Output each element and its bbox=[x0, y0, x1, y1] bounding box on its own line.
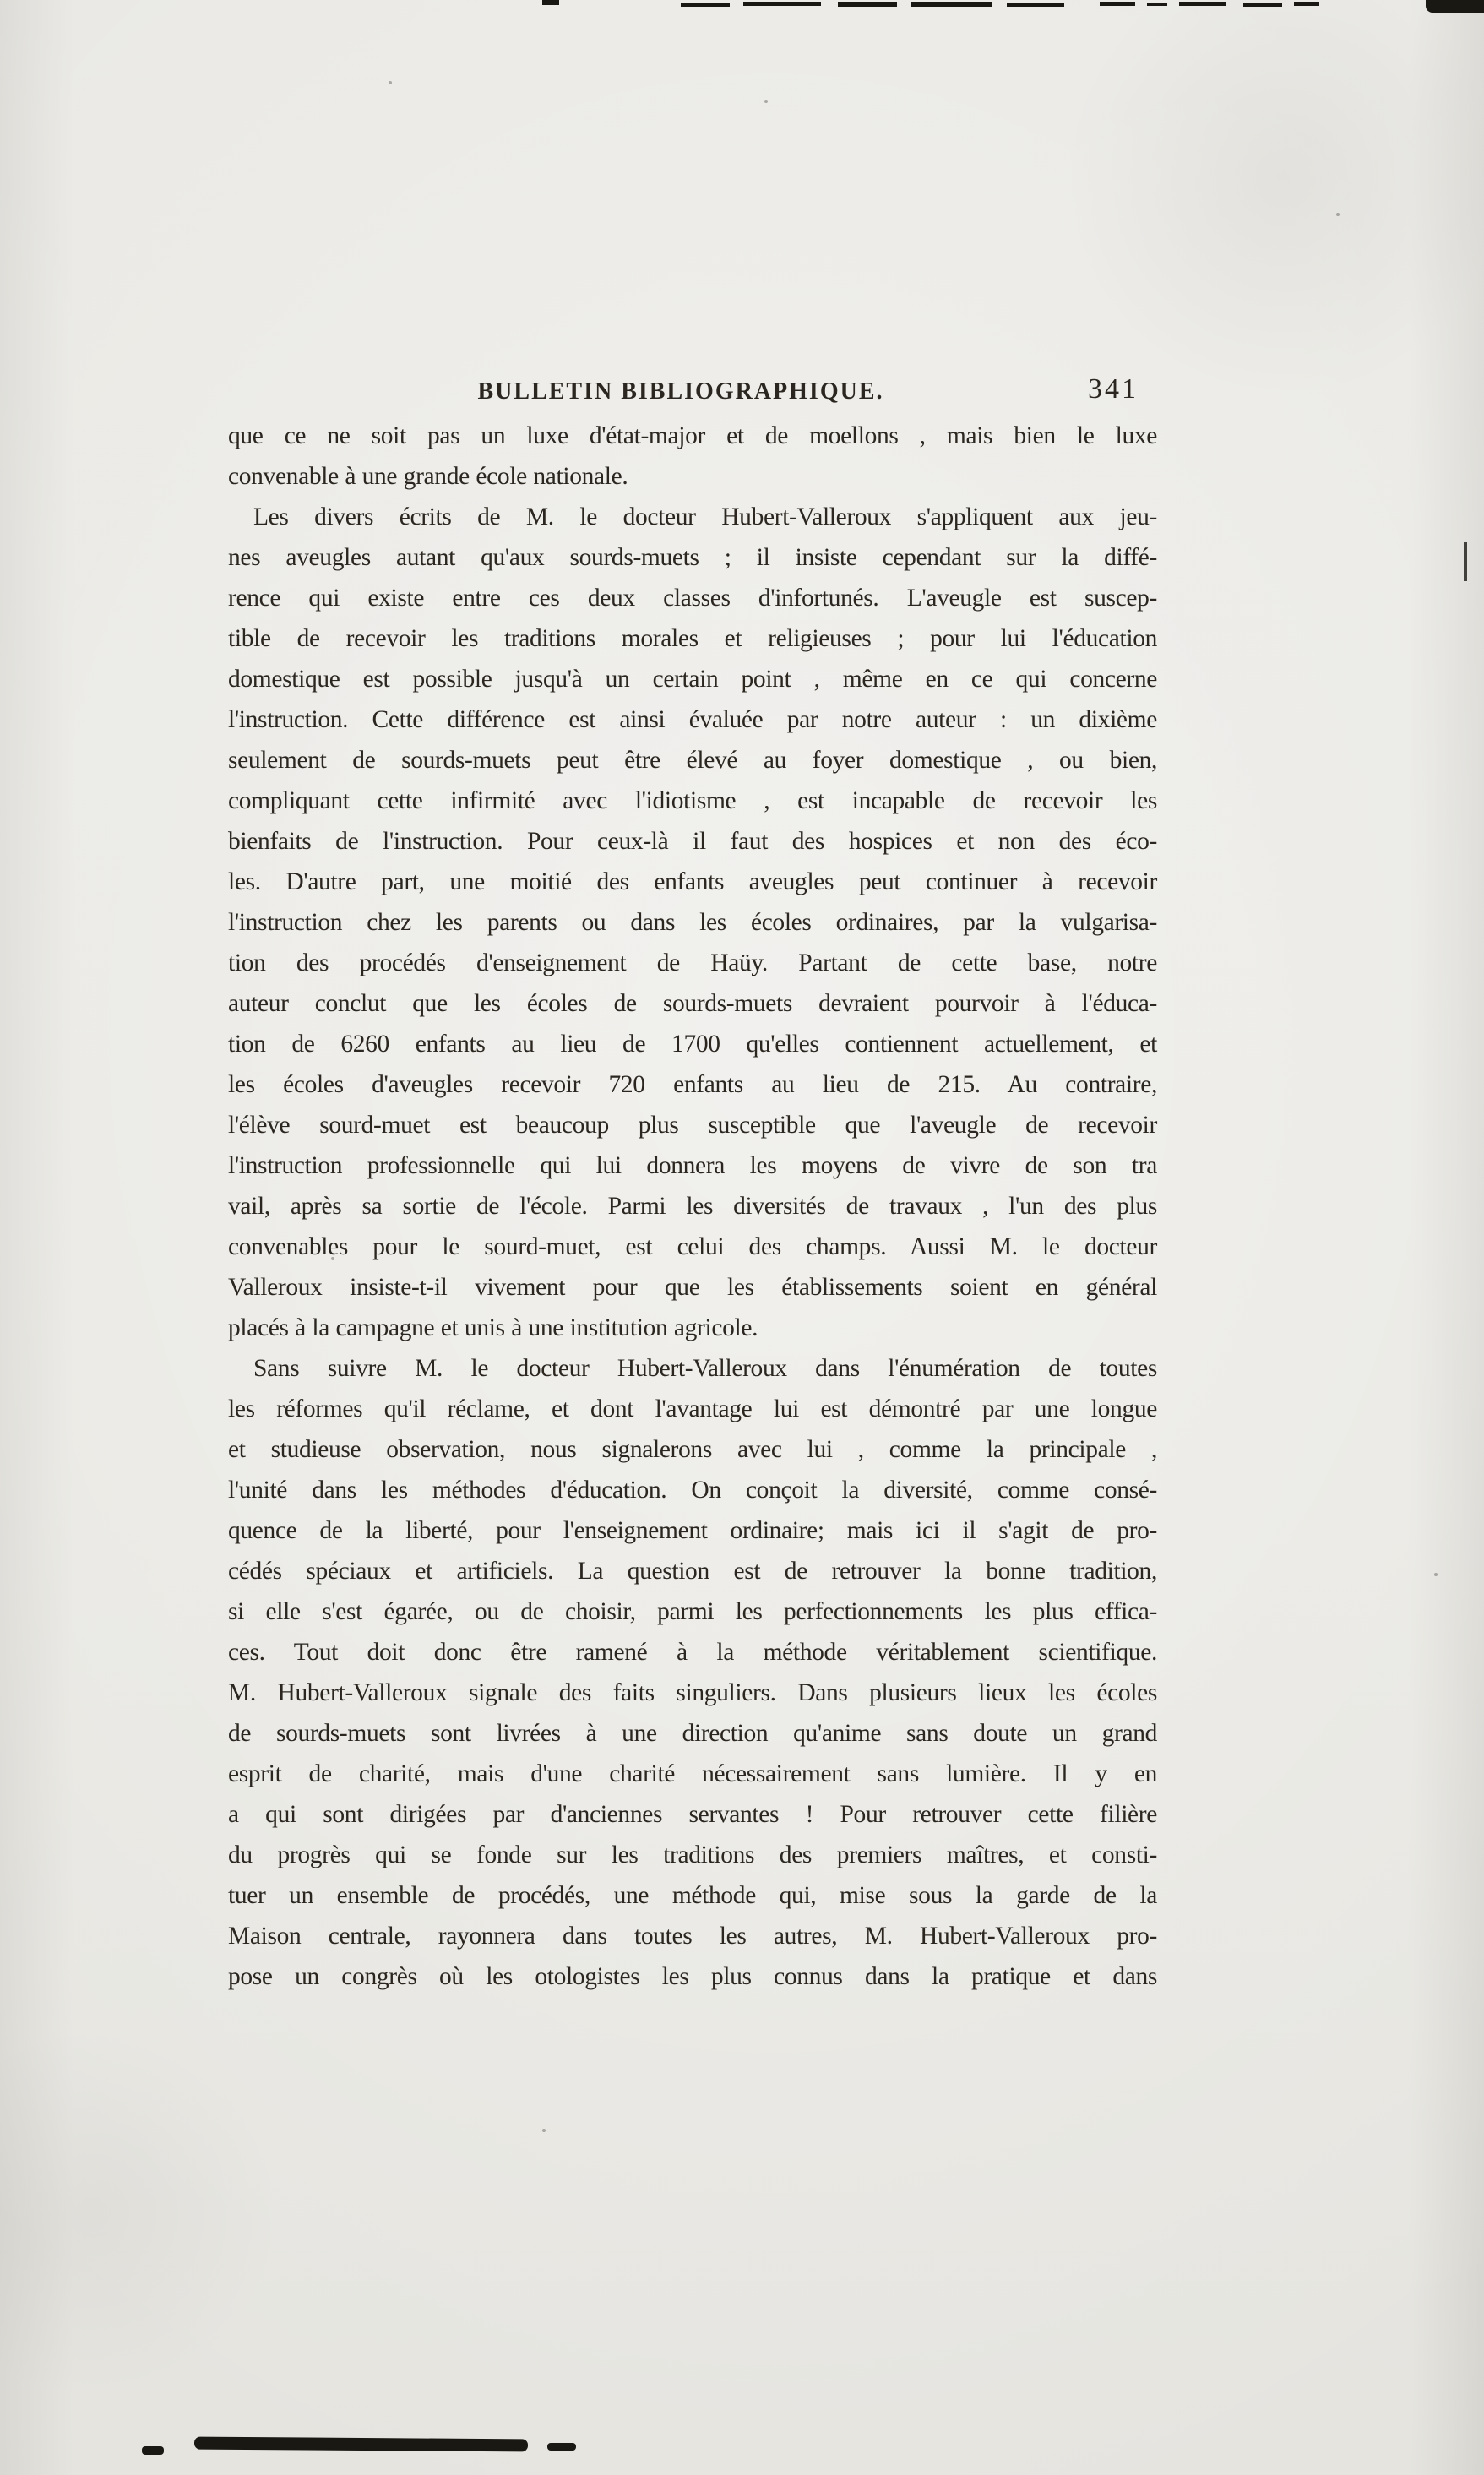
scan-artifact bbox=[142, 2446, 164, 2455]
text-line: les réformes qu'il réclame, et dont l'avantage lui est démontré par une longue bbox=[228, 1395, 1157, 1422]
paragraph bbox=[228, 416, 1157, 497]
scan-artifact bbox=[681, 3, 730, 7]
text-line: placés à la campagne et unis à une institution agricole. bbox=[228, 1314, 758, 1341]
scan-artifact bbox=[1100, 2, 1135, 6]
text-line: de sourds-muets sont livrées à une direction qu'anime sans doute un grand bbox=[228, 1720, 1157, 1747]
scan-artifact bbox=[1179, 2, 1226, 6]
text-line: compliquant cette infirmité avec l'idiotisme , est incapable de recevoir les bbox=[228, 787, 1157, 814]
running-title: BULLETIN BIBLIOGRAPHIQUE. bbox=[477, 378, 884, 405]
scan-artifact bbox=[1464, 542, 1467, 581]
text-line: l'instruction. Cette différence est ainsi évaluée par notre auteur : un dixième bbox=[228, 706, 1157, 733]
text-line: l'instruction professionnelle qui lui donnera les moyens de vivre de son tra bbox=[228, 1152, 1157, 1179]
text-line: que ce ne soit pas un luxe d'état-major et de moellons , mais bien le luxe bbox=[228, 422, 1157, 449]
text-line: les. D'autre part, une moitié des enfants aveugles peut continuer à recevoir bbox=[228, 868, 1157, 895]
paragraph bbox=[228, 1348, 1157, 1997]
text-line: tuer un ensemble de procédés, une méthode qui, mise sous la garde de la bbox=[228, 1882, 1157, 1909]
text-line: ces. Tout doit donc être ramené à la méthode véritablement scientifique. bbox=[228, 1639, 1157, 1666]
text-line: si elle s'est égarée, ou de choisir, parmi les perfectionnements les plus effica- bbox=[228, 1598, 1157, 1625]
text-column bbox=[228, 373, 1157, 1997]
text-line: Les divers écrits de M. le docteur Hubert-Valleroux s'appliquent aux jeu- bbox=[253, 503, 1157, 530]
text-line: bienfaits de l'instruction. Pour ceux-là il faut des hospices et non des éco- bbox=[228, 828, 1157, 855]
text-line: tible de recevoir les traditions morales et religieuses ; pour lui l'éducation bbox=[228, 625, 1157, 652]
scan-artifact bbox=[743, 2, 821, 6]
dust-speck bbox=[764, 100, 768, 103]
dust-speck bbox=[389, 81, 392, 84]
text-line: domestique est possible jusqu'à un certain point , même en ce qui concerne bbox=[228, 666, 1157, 693]
dust-speck bbox=[1434, 1573, 1438, 1576]
text-line: cédés spéciaux et artificiels. La question est de retrouver la bonne tradition, bbox=[228, 1558, 1157, 1585]
text-line: quence de la liberté, pour l'enseignement ordinaire; mais ici il s'agit de pro- bbox=[228, 1517, 1157, 1544]
text-line: nes aveugles autant qu'aux sourds-muets ; il insiste cependant sur la diffé- bbox=[228, 544, 1157, 571]
scan-artifact bbox=[1426, 0, 1484, 13]
text-line: l'instruction chez les parents ou dans les écoles ordinaires, par la vulgarisa- bbox=[228, 909, 1157, 936]
scan-artifact bbox=[1147, 3, 1167, 6]
text-line: Valleroux insiste-t-il vivement pour que les établissements soient en général bbox=[228, 1274, 1157, 1301]
text-line: Sans suivre M. le docteur Hubert-Valleroux dans l'énumération de toutes bbox=[253, 1355, 1157, 1382]
scan-artifact bbox=[1294, 2, 1319, 6]
text-line: Maison centrale, rayonnera dans toutes les autres, M. Hubert-Valleroux pro- bbox=[228, 1923, 1157, 1950]
text-line: du progrès qui se fonde sur les traditions des premiers maîtres, et consti- bbox=[228, 1841, 1157, 1868]
dust-speck bbox=[542, 2129, 546, 2132]
text-line: auteur conclut que les écoles de sourds-muets devraient pourvoir à l'éduca- bbox=[228, 990, 1157, 1017]
text-line: les écoles d'aveugles recevoir 720 enfants au lieu de 215. Au contraire, bbox=[228, 1071, 1157, 1098]
scan-artifact bbox=[1007, 3, 1064, 7]
text-line: tion des procédés d'enseignement de Haüy. Partant de cette base, notre bbox=[228, 949, 1157, 976]
text-line: seulement de sourds-muets peut être élevé au foyer domestique , ou bien, bbox=[228, 747, 1157, 774]
paragraph bbox=[228, 497, 1157, 1348]
scan-artifact bbox=[542, 0, 559, 5]
text-line: tion de 6260 enfants au lieu de 1700 qu'elles contiennent actuellement, et bbox=[228, 1031, 1157, 1058]
page-number: 341 bbox=[1088, 373, 1139, 405]
scan-artifact bbox=[911, 2, 992, 7]
text-line: l'unité dans les méthodes d'éducation. On conçoit la diversité, comme consé- bbox=[228, 1477, 1157, 1504]
scan-artifact bbox=[1243, 3, 1282, 7]
text-body bbox=[228, 416, 1157, 1997]
scan-artifact bbox=[194, 2437, 528, 2452]
text-line: pose un congrès où les otologistes les plus connus dans la pratique et dans bbox=[228, 1963, 1157, 1990]
scan-artifact bbox=[547, 2443, 576, 2451]
text-line: rence qui existe entre ces deux classes d'infortunés. L'aveugle est suscep- bbox=[228, 585, 1157, 612]
page-header bbox=[228, 373, 1157, 416]
text-line: l'élève sourd-muet est beaucoup plus susceptible que l'aveugle de recevoir bbox=[228, 1112, 1157, 1139]
scan-artifact bbox=[838, 2, 897, 7]
text-line: vail, après sa sortie de l'école. Parmi les diversités de travaux , l'un des plus bbox=[228, 1193, 1157, 1220]
dust-speck bbox=[1336, 213, 1340, 216]
text-line: convenable à une grande école nationale. bbox=[228, 463, 628, 490]
text-line: et studieuse observation, nous signalerons avec lui , comme la principale , bbox=[228, 1436, 1157, 1463]
text-line: M. Hubert-Valleroux signale des faits singuliers. Dans plusieurs lieux les écoles bbox=[228, 1679, 1157, 1706]
text-line: esprit de charité, mais d'une charité nécessairement sans lumière. Il y en bbox=[228, 1760, 1157, 1787]
text-line: convenables pour le sourd-muet, est celui des champs. Aussi M. le docteur bbox=[228, 1233, 1157, 1260]
text-line: a qui sont dirigées par d'anciennes servantes ! Pour retrouver cette filière bbox=[228, 1801, 1157, 1828]
